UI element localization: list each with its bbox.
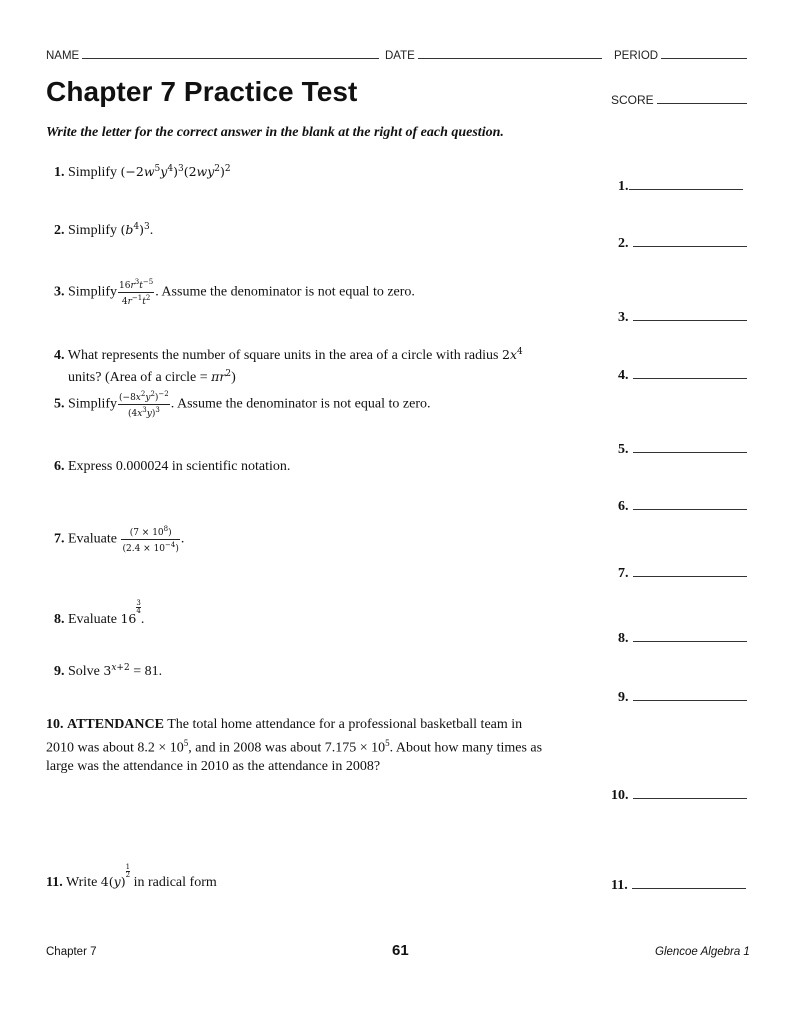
answer-blank-8[interactable]: 8. bbox=[618, 629, 747, 647]
question-1: 1. Simplify $(-2w^5y^4)^3(2wy^2)^2$ bbox=[54, 164, 231, 181]
question-4: 4. What represents the number of square units in the area of a circle with radius $2x^4$ units? (Area of a circle = $\pi r^2$) bbox=[54, 347, 523, 386]
name-blank[interactable] bbox=[82, 47, 379, 59]
date-field[interactable] bbox=[385, 47, 602, 62]
score-blank[interactable] bbox=[657, 92, 747, 104]
question-6: 6. Express 0.000024 in scientific notation. bbox=[54, 459, 291, 474]
answer-blank-3[interactable]: 3. bbox=[618, 308, 747, 326]
fraction: $\frac{16r^3t^{-5}}{4r^{-1}t^2}$ bbox=[119, 278, 154, 307]
date-label: DATE bbox=[385, 50, 415, 62]
question-3: 3. Simplify $\frac{16r^3t^{-5}}{4r^{-1}t^2}$ . Assume the denominator is not equal to zero. bbox=[54, 278, 415, 307]
answer-blank-11[interactable]: 11. bbox=[611, 876, 746, 894]
score-field[interactable] bbox=[611, 92, 747, 107]
answer-blank-1[interactable]: 1. bbox=[618, 177, 743, 195]
question-5: 5. Simplify $\frac{(-8x^2y^2)^{-2}}{(4x^3y)^3}$ . Assume the denominator is not equal to zero. bbox=[54, 390, 431, 419]
answer-blank-7[interactable]: 7. bbox=[618, 564, 747, 582]
page-title: Chapter 7 Practice Test bbox=[46, 76, 358, 107]
page-number: 61 bbox=[392, 942, 409, 959]
question-7: 7. Evaluate $\frac{(7 \times 10^8)}{(2.4 \times 10^{-4})}$ . bbox=[54, 525, 185, 554]
footer-chapter: Chapter 7 bbox=[46, 946, 97, 958]
footer-book: Glencoe Algebra 1 bbox=[655, 946, 750, 958]
fraction: $\frac{(7 \times 10^8)}{(2.4 \times 10^{-4})}$ bbox=[122, 525, 179, 554]
date-blank[interactable] bbox=[418, 47, 602, 59]
name-label: NAME bbox=[46, 50, 80, 62]
fraction: $\frac{(-8x^2y^2)^{-2}}{(4x^3y)^3}$ bbox=[119, 390, 169, 419]
answer-blank-2[interactable]: 2. bbox=[618, 234, 747, 252]
period-label: PERIOD bbox=[614, 50, 659, 62]
period-blank[interactable] bbox=[661, 47, 747, 59]
period-field[interactable] bbox=[614, 47, 747, 62]
answer-blank-10[interactable]: 10. bbox=[611, 786, 747, 804]
question-8: 8. Evaluate 16 $\frac{3}{4}$ . bbox=[54, 599, 145, 627]
answer-blank-4[interactable]: 4. bbox=[618, 366, 747, 384]
instructions: Write the letter for the correct answer in the blank at the right of each question. bbox=[46, 125, 504, 140]
answer-blank-6[interactable]: 6. bbox=[618, 497, 747, 515]
score-label: SCORE bbox=[611, 93, 654, 107]
question-2: 2. Simplify $(b^4)^3$. bbox=[54, 222, 154, 239]
answer-blank-9[interactable]: 9. bbox=[618, 688, 747, 706]
answer-blank-5[interactable]: 5. bbox=[618, 440, 747, 458]
name-field[interactable] bbox=[46, 47, 379, 62]
question-11: 11. Write 4(y) $\frac{1}{2}$ in radical form bbox=[46, 863, 217, 890]
question-10: 10. ATTENDANCE The total home attendance for a professional basketball team in 2010 was about $8.2 \times 10^5$, and in 2008 was about $7.175 \times 10^5$. About how many times as large was the attendance in 2010 as the attendance in 2008? bbox=[46, 717, 543, 774]
question-9: 9. Solve $3^{x+2} = 81$. bbox=[54, 663, 163, 680]
